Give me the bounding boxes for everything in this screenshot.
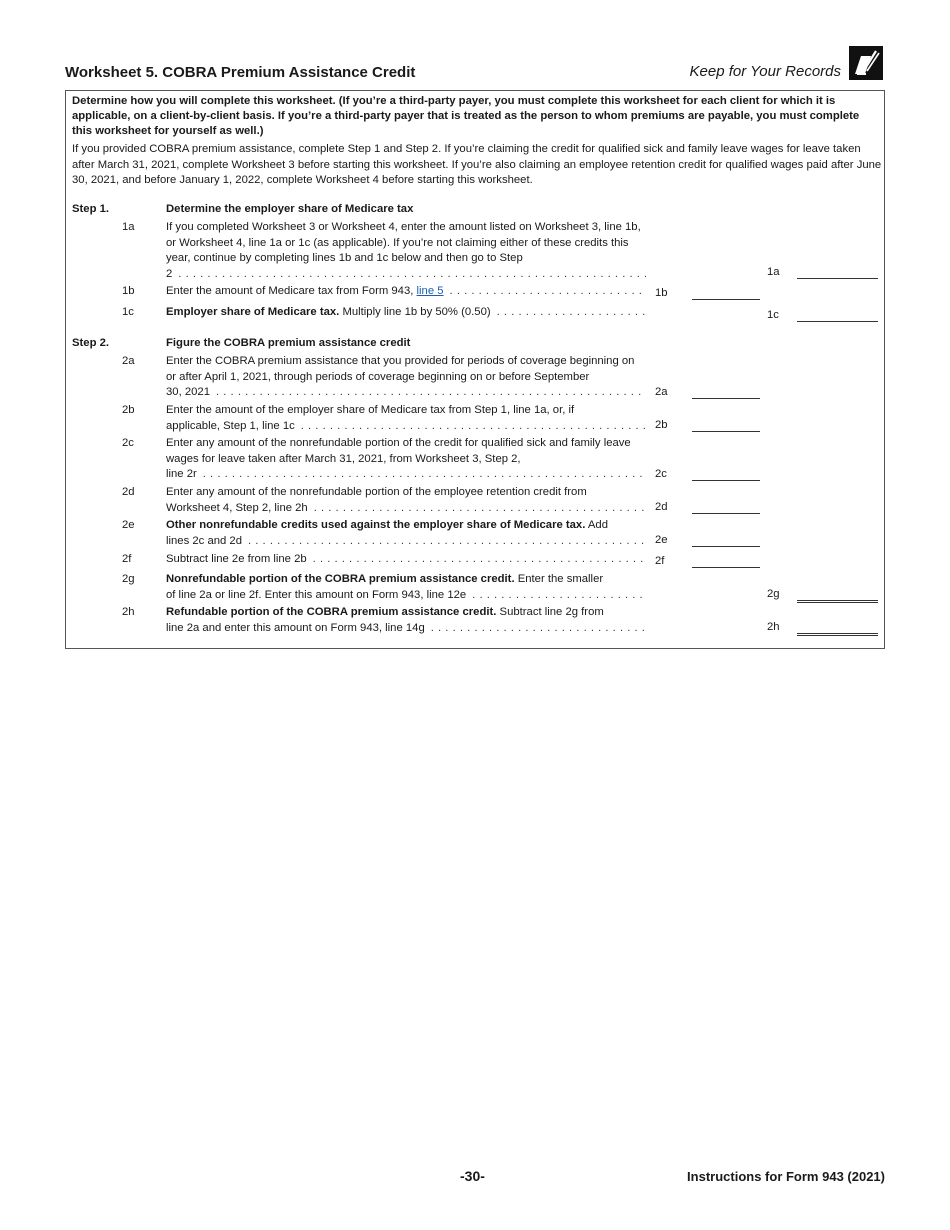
line-1c-lastline	[166, 305, 646, 321]
line-2e-last: lines 2c and 2d	[166, 534, 242, 547]
line-1c-text	[166, 305, 646, 321]
line-2b-amount-field[interactable]	[692, 419, 760, 432]
line-2g-lastline	[166, 588, 646, 604]
intro-instructions-bold: Determine how you will complete this worksheet. (If you’re a third-party payer, you must complete this worksheet for each client for which it is applicable, on a client-by-client basis. If you’re a third-party payer that is treated as the person to whom premiums are payable, you must complete this worksheet for yourself as well.)	[72, 95, 860, 137]
line-2h-amount-field[interactable]	[797, 621, 878, 636]
step-1-title: Determine the employer share of Medicare tax	[166, 203, 414, 215]
line-1c-bold: Employer share of Medicare tax.	[166, 306, 340, 318]
page-number: -30-	[460, 1168, 485, 1184]
line-2d-last: Worksheet 4, Step 2, line 2h	[166, 501, 308, 514]
line-2e-description: Add	[587, 519, 608, 531]
line-2d-text	[166, 485, 646, 516]
line-2a-text	[166, 354, 646, 401]
line-2g-amount-field[interactable]	[797, 588, 878, 603]
line-2h-text	[166, 605, 646, 636]
leader-dots	[248, 534, 646, 550]
line-2c-number: 2c	[122, 437, 134, 449]
line-2e-number: 2e	[122, 519, 135, 531]
line-2f-text	[166, 552, 646, 568]
line-2b-last: applicable, Step 1, line 1c	[166, 419, 295, 432]
step-1-label: Step 1.	[72, 203, 110, 215]
line-2a-lastline	[166, 385, 646, 401]
line-2a-number: 2a	[122, 355, 135, 367]
line-2e-bold: Other nonrefundable credits used against the employer share of Medicare tax.	[166, 519, 586, 531]
line-1a-number: 1a	[122, 221, 135, 233]
form-title-footer: Instructions for Form 943 (2021)	[687, 1169, 885, 1184]
line-2c-description: Enter any amount of the nonrefundable portion of the credit for qualified sick and family leave wages for leave taken after March 31, 2021, from Worksheet 3, Step 2,	[166, 437, 631, 465]
leader-dots	[472, 588, 646, 604]
worksheet-title: Worksheet 5. COBRA Premium Assistance Credit	[65, 64, 416, 81]
line-2a-description: Enter the COBRA premium assistance that you provided for periods of coverage beginning on or after April 1, 2021, through periods of coverage beginning on or before September	[166, 355, 635, 383]
leader-dots	[450, 284, 646, 300]
line-2g-box-label: 2g	[767, 588, 780, 600]
line-2c-box-label: 2c	[655, 468, 667, 480]
line-2g-text	[166, 572, 646, 603]
line-2a-amount-field[interactable]	[692, 386, 760, 399]
line-2g-bold: Nonrefundable portion of the COBRA premium assistance credit.	[166, 573, 515, 585]
leader-dots	[216, 385, 646, 401]
leader-dots	[314, 501, 646, 517]
line-2c-lastline	[166, 467, 646, 483]
line-2e-text	[166, 518, 646, 549]
line-2b-text	[166, 403, 646, 434]
line-2e-amount-field[interactable]	[692, 534, 760, 547]
leader-dots	[178, 267, 646, 283]
line-2c-text	[166, 436, 646, 483]
line-2d-number: 2d	[122, 486, 135, 498]
line-2h-lastline	[166, 621, 646, 637]
line-1a-description: If you completed Worksheet 3 or Worksheet 4, enter the amount listed on Worksheet 3, line 1b, or Worksheet 4, line 1a or 1c (as applicable). If you’re not claiming either of these credits this year, continue by completing lines 1b and 1c below and then go to Step	[166, 221, 641, 264]
line-2a-last: 30, 2021	[166, 386, 210, 398]
line-2b-description: Enter the amount of the employer share of Medicare tax from Step 1, line 1a, or, if	[166, 404, 575, 416]
line-2b-box-label: 2b	[655, 419, 668, 431]
page-header	[65, 46, 885, 82]
line-1c-number: 1c	[122, 306, 134, 318]
line-2e-lastline	[166, 534, 646, 550]
line-2h-description: Subtract line 2g from	[499, 606, 604, 618]
leader-dots	[313, 552, 646, 568]
line-2f-box-label: 2f	[655, 555, 665, 567]
line-1c-description: Multiply line 1b by 50% (0.50)	[342, 306, 491, 318]
line-2b-lastline	[166, 419, 646, 435]
step-2-label: Step 2.	[72, 337, 110, 349]
line-2a-box-label: 2a	[655, 386, 668, 398]
line-1b-lastline	[166, 284, 646, 300]
line-1c-box-label: 1c	[767, 309, 779, 321]
line-2g-last: of line 2a or line 2f. Enter this amount on Form 943, line 12e	[166, 588, 467, 601]
line-2d-description: Enter any amount of the nonrefundable portion of the employee retention credit from	[166, 486, 587, 498]
line-1b-description: Enter the amount of Medicare tax from Form 943,	[166, 285, 414, 297]
step-2-title: Figure the COBRA premium assistance credit	[166, 337, 411, 349]
line-1a-last: 2	[166, 267, 173, 280]
line-2c-last: line 2r	[166, 468, 197, 480]
line-2f-number: 2f	[122, 553, 132, 565]
line-1c-amount-field[interactable]	[797, 309, 878, 322]
line-2h-number: 2h	[122, 606, 135, 618]
form-943-line-5-link[interactable]: line 5	[416, 285, 444, 297]
line-2b-number: 2b	[122, 404, 135, 416]
line-1a-lastline	[166, 267, 646, 283]
intro-instructions: If you provided COBRA premium assistance, complete Step 1 and Step 2. If you’re claiming the credit for qualified sick and family leave wages for leave taken after March 31, 2021, complete Worksheet 3 before starting this worksheet. If you’re also claiming an employee retention credit for qualified wages paid after June 30, 2021, and before January 1, 2022, complete Worksheet 4 before starting this worksheet.	[72, 143, 882, 186]
line-2f-amount-field[interactable]	[692, 555, 760, 568]
leader-dots	[431, 621, 646, 637]
line-2h-last: line 2a and enter this amount on Form 943, line 14g	[166, 621, 425, 634]
line-2e-box-label: 2e	[655, 534, 668, 546]
leader-dots	[301, 419, 646, 435]
leader-dots	[497, 305, 646, 321]
line-1a-box-label: 1a	[767, 266, 780, 278]
line-2h-bold: Refundable portion of the COBRA premium assistance credit.	[166, 606, 497, 618]
keep-for-records-label: Keep for Your Records	[689, 63, 841, 80]
leader-dots	[203, 467, 646, 483]
line-1b-number: 1b	[122, 285, 135, 297]
line-1b-box-label: 1b	[655, 287, 668, 299]
line-2g-number: 2g	[122, 573, 135, 585]
line-2g-description: Enter the smaller	[517, 573, 604, 585]
line-1a-amount-field[interactable]	[797, 266, 878, 279]
line-1b-text	[166, 284, 646, 300]
line-2d-box-label: 2d	[655, 501, 668, 513]
line-2h-box-label: 2h	[767, 621, 780, 633]
line-2d-lastline	[166, 501, 646, 517]
line-2d-amount-field[interactable]	[692, 501, 760, 514]
line-2f-description: Subtract line 2e from line 2b	[166, 553, 307, 565]
line-1a-text	[166, 220, 646, 282]
line-2f-lastline	[166, 552, 646, 568]
line-2c-amount-field[interactable]	[692, 468, 760, 481]
pen-paper-icon	[849, 46, 883, 80]
worksheet-box	[65, 90, 885, 649]
line-1b-amount-field[interactable]	[692, 287, 760, 300]
